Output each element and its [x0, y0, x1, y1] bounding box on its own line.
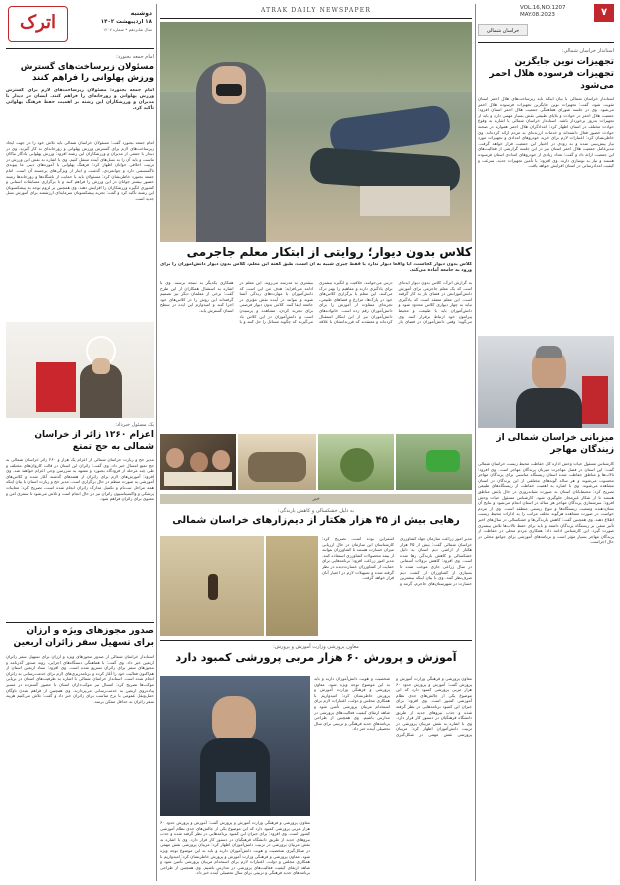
education-story-headline: آموزش و پرورش ۶۰ هزار مربی پرورشی کمبود دارد: [175, 651, 457, 664]
student-head: [212, 450, 230, 470]
notebook: [360, 186, 450, 216]
students-reading-photo: [160, 434, 236, 490]
divider: [478, 42, 614, 43]
issue-day: دوشنبه: [130, 10, 152, 17]
student-head: [190, 452, 208, 472]
garden-photo: [318, 434, 394, 490]
green-watering-can: [426, 450, 460, 472]
dry-field-photo: [160, 536, 264, 636]
grey-hair: [536, 346, 562, 358]
left-story-2-headline: اعزام ۱۲۶۰ زائر از خراسان شمالی به حج تمتع: [34, 430, 154, 452]
left-story-1-headline: مسئولان زیرساخت‌های گسترش ورزش پهلوانی را فراهم کنند: [20, 62, 154, 83]
drought-story: [160, 508, 472, 527]
divider: [6, 622, 154, 623]
right-story-1-kicker: استاندار خراسان شمالی:: [561, 48, 614, 54]
red-panel: [36, 362, 76, 412]
students-group: [248, 452, 306, 482]
drought-story-body: مدیر امور زراعت سازمان جهاد کشاورزی خراسان شمالی گفت: بیش از ۴۵ هزار هکتار از اراضی دیم استان به دلیل خشکسالی و کاهش بارندگی رها شده است. وی افزود: کاهش نزولات آسمانی در سال زراعی جاری موجب شده تا بسیاری از کشاورزان از کشت دیم صرف‌نظر کنند. وی با بیان اینکه بیشترین خسارت در شهرستان‌های جاجرم، گرمه و اسفراین بوده است، تصریح کرد: کارشناسان این سازمان در حال ارزیابی میزان خسارت هستند تا کشاورزان بتوانند از بیمه محصولات کشاورزی استفاده کنند. مدیر امور زراعت افزود: برنامه‌هایی برای حمایت از کشاورزان خسارت‌دیده در نظر گرفته شده و تسهیلات لازم در اختیار آنان قرار خواهد گرفت.: [322, 536, 472, 586]
issue-date: ۱۸ اردیبهشت ۱۴۰۲: [100, 19, 152, 25]
logo-text: اترک: [19, 12, 57, 33]
left-story-1-kicker: امام جمعه بجنورد:: [116, 54, 154, 60]
issue-line: سال شانزدهم • شماره ۱۲۰۷: [103, 27, 152, 32]
speaker-face: [212, 696, 256, 744]
lead-story-lead: کلاس بدون دیوار کجاست، آیا واقعاً دیوار ندارد یا فقط چیزی شبیه به آن است، طبق گفته این معلم، کلاس بدون دیوار دانش‌آموزان را برای ورود به جامعه آماده می‌کند.: [160, 262, 472, 273]
dry-field-photo-2: [266, 536, 318, 636]
page-header: [478, 4, 614, 44]
drought-story-headline: رهایی بیش از ۴۵ هزار هکتار از دیم‌زارهای خراسان شمالی: [172, 515, 460, 526]
lead-photo-class: [160, 22, 472, 242]
left-story-2-kicker: یک مسئول خبرداد:: [115, 422, 154, 428]
plant: [340, 448, 374, 482]
face-mask: [216, 84, 242, 96]
divider: [6, 48, 154, 49]
red-crescent-banner: [582, 376, 608, 424]
left-story-2-body: مدیر حج و زیارت خراسان شمالی از اعزام یک هزار و ۲۶۰ زائر خراسان شمالی به حج تمتع امسال خبر داد. وی گفت: زائران این استان در قالب کاروان‌های مختلف و طی چند مرحله از فرودگاه بجنورد و مشهد به سرزمین وحی اعزام خواهند شد. وی افزود: آموزش‌های لازم برای زائران از هفته‌های گذشته آغاز شده و کلاس‌های آموزشی به صورت منظم در حال برگزاری است. مدیر حج و زیارت استان با بیان اینکه همه مراحل ثبت‌نام و تکمیل مدارک زائران انجام شده است، تصریح کرد: معاینات پزشکی و واکسیناسیون زائران نیز در حال انجام است و تلاش می‌شود تا سفری امن و معنوی برای زائران فراهم شود.: [6, 457, 154, 502]
right-story-2-body: کارشناس مسئول حیات وحش اداره کل حفاظت محیط زیست خراسان شمالی گفت: این استان در فصل مهاجرت میزبان پرندگان مهاجر است. وی افزود: تالاب‌ها و مناطق حفاظت شده استان زیستگاه مناسبی برای پرندگان مهاجر محسوب می‌شوند و هر ساله گونه‌های مختلفی از این پرندگان در استان مشاهده می‌شوند. وی با اشاره به اهمیت حفاظت از زیستگاه‌های طبیعی تصریح کرد: محیط‌بانان استان به صورت شبانه‌روزی در حال پایش مناطق هستند تا از شکار غیرمجاز جلوگیری شود. کارشناس مسئول حیات وحش افزود: سرشماری پرندگان مهاجر هر ساله در استان انجام می‌شود و نتایج آن نشان‌دهنده وضعیت زیستگاه‌ها و تنوع زیستی منطقه است. وی از مردم خواست در صورت مشاهده هرگونه تخلف مراتب را به ادارات محیط زیست اطلاع دهند. وی همچنین گفت: کاهش بارندگی‌ها و خشکسالی در سال‌های اخیر تأثیر منفی بر زیستگاه پرندگان داشته و باید برای حفظ تالاب‌ها تلاش بیشتری صورت گیرد. این کارشناس ادامه داد: همکاری مردم محلی در حفاظت از پرندگان مهاجر بسیار مؤثر است و برنامه‌های آموزشی برای جوامع محلی در حال اجراست.: [478, 461, 614, 545]
speaker-photo: [160, 676, 310, 816]
education-story-body: معاون پرورشی و فرهنگی وزارت آموزش و پرورش گفت: آموزش و پرورش حدود ۶۰ هزار مربی پرورشی کمبود دارد که این موضوع یکی از چالش‌های جدی نظام آموزشی کشور است. وی افزود: برای جبران این کمبود برنامه‌هایی در نظر گرفته شده و جذب نیروهای جدید از طریق دانشگاه فرهنگیان در دستور کار قرار دارد. وی با اشاره به نقش مربیان پرورشی در تربیت دانش‌آموزان اظهار کرد: مربیان پرورشی نقش مهمی در شکل‌گیری شخصیت و هویت دانش‌آموزان دارند و باید به این موضوع توجه ویژه شود. معاون پرورشی و فرهنگی وزارت آموزش و پرورش خاطرنشان کرد: امیدواریم با همکاری مجلس و دولت، اعتبارات لازم برای استخدام مربیان پرورشی تأمین شود و شاهد ارتقای کیفیت فعالیت‌های پرورشی در مدارس باشیم. وی همچنین از طراحی برنامه‌های جدید فرهنگی و تربیتی برای سال تحصیلی آینده خبر داد.: [314, 676, 472, 737]
divider: [160, 18, 472, 19]
left-story-1: [6, 54, 154, 340]
left-story-3-headline: صدور مجوزهای ویژه و ارزان برای تسهیل سفر زائران اربعین: [13, 626, 154, 648]
lead-story: [160, 244, 472, 274]
books: [164, 472, 232, 486]
paper-name-bar: [160, 4, 472, 18]
governor-photo: [478, 336, 614, 428]
volume: VOL.16,NO.1207: [520, 5, 566, 11]
section-tab: خراسان شمالی: [478, 24, 528, 36]
drought-story-kicker: به دلیل خشکسالی و کاهش بارندگی:: [278, 508, 354, 514]
right-story-2-headline: میزبانی خراسان شمالی از زیندگان مهاجر: [496, 433, 614, 455]
suit: [516, 388, 582, 428]
logo: [8, 6, 68, 42]
left-story-3: [6, 626, 154, 878]
label-bar: [160, 494, 472, 504]
divider: [160, 640, 472, 641]
paper-name: ATRAK DAILY NEWSPAPER: [260, 7, 372, 14]
lead-story-body: به گزارش اترک، کلاس بدون دیوار ایده‌ای است که یک معلم جاجرمی برای آموزش دانش‌آموزانش در فضای باز به کار گرفته است. این معلم معتقد است که یادگیری نباید به چهار دیواری کلاس محدود شود و دانش‌آموزان باید با طبیعت و محیط پیرامون خود ارتباط برقرار کنند. وی می‌گوید: وقتی دانش‌آموزان در فضای باز درس می‌خوانند، خلاقیت و انگیزه بیشتری برای یادگیری دارند و مفاهیم را بهتر درک می‌کنند. این معلم با برگزاری کلاس‌های خود در پارک‌ها، مزارع و فضاهای طبیعی، تجربه‌ای متفاوت از آموزش را برای دانش‌آموزان رقم زده است. خانواده‌های دانش‌آموزان نیز از این ابتکار استقبال کرده‌اند و معتقدند که فرزندانشان با علاقه بیشتری به مدرسه می‌روند. این معلم در ادامه می‌افزاید: هدف من این است که دانش‌آموزان با مهارت‌های زندگی آشنا شوند و بتوانند در آینده نقش مؤثری در جامعه ایفا کنند. کلاس بدون دیوار فرصتی برای تجربه کردن، مشاهده و پرسیدن است و دانش‌آموزان در این کلاس یاد می‌گیرند که چگونه مسائل را حل کنند و با همکاری یکدیگر به نتیجه برسند. وی با اشاره به استقبال همکاران از این طرح گفت: برخی از معلمان دیگر نیز تصمیم گرفته‌اند این روش را در کلاس‌های خود اجرا کنند و امیدوارم این ایده در سطح استان گسترش یابد.: [160, 280, 472, 325]
left-story-1-body: امام جمعه بجنورد گفت: مسئولان خراسان شمالی باید تلاش خود را در جهت ایجاد زیرساخت‌های لازم برای گسترش ورزش پهلوانی و زورخانه‌ای به کار گیرند. وی در دیدار با جمعی از مدیران و ورزشکاران این رشته افزود: ورزش پهلوانی یادگار نیاکان ماست و باید آن را به نسل‌های آینده منتقل کنیم. وی با اشاره به نقش این ورزش در تربیت اخلاقی جوانان اظهار کرد: فرهنگ پهلوانی با آموزه‌های دینی ما پیوندی ناگسستنی دارد و جوانمردی، گذشت و ایثار از ویژگی‌های برجسته آن است. امام جمعه بجنورد خاطرنشان کرد: مسئولان باید با حمایت از باشگاه‌ها و زورخانه‌ها زمینه حضور بیشتر جوانان در این ورزش را فراهم کنند و با برگزاری مسابقات استانی و کشوری انگیزه ورزشکاران را افزایش دهند. وی همچنین بر لزوم توجه به پیشکسوتان این رشته تأکید کرد و گفت: تجربه پیشکسوتان سرمایه‌ای ارزشمند برای آموزش نسل جدید است.: [6, 140, 154, 201]
right-story-1: [478, 48, 614, 346]
ad-label: خبر: [312, 496, 320, 502]
right-story-1-body: استاندار خراسان شمالی با بیان اینکه باید زیرساخت‌های هلال احمر استان تقویت شود، گفت: تجهیزات نوین جایگزین تجهیزات فرسوده هلال احمر می‌شود. وی در جلسه شورای هماهنگی جمعیت هلال احمر استان افزود: جمعیت هلال احمر در حوادث و بلایای طبیعی نقش بسیار مهمی دارد و باید از تجهیزات به‌روز برخوردار باشد. استاندار خراسان شمالی با اشاره به وقوع حوادث مختلف در استان اظهار کرد: امدادگران هلال احمر همواره در صحنه حوادث حضور فعال داشته‌اند و خدمات ارزنده‌ای به مردم ارائه کرده‌اند. وی خاطرنشان کرد: اعتبارات لازم برای خرید خودروهای امدادی و تجهیزات مورد نیاز پیش‌بینی شده و به زودی در اختیار این جمعیت قرار خواهد گرفت. مدیرعامل جمعیت هلال احمر استان نیز در این جلسه گزارشی از فعالیت‌های این جمعیت ارائه داد و گفت: تعداد زیادی از خودروهای امدادی استان فرسوده هستند و نیاز به نوسازی دارند. وی افزود: با تأمین تجهیزات جدید، سرعت و کیفیت امدادرسانی در استان افزایش خواهد یافت.: [478, 96, 614, 169]
right-story-2: [478, 432, 614, 876]
right-story-1-headline: تجهیزات نوین جایگزین تجهیزات فرسوده هلال احمر می‌شود: [489, 57, 614, 91]
face: [92, 358, 110, 374]
cleric-photo: [6, 322, 154, 418]
field-photo: [238, 434, 316, 490]
education-story: [160, 644, 472, 665]
column-divider: [156, 4, 157, 881]
watering-photo: [396, 434, 472, 490]
lead-story-headline: کلاس بدون دیوار؛ روایتی از ابتکار معلم جاجرمی: [186, 245, 472, 259]
student-head: [166, 448, 184, 468]
date-en: MAY.08.2023: [520, 12, 555, 18]
left-story-3-body: استاندار خراسان شمالی از صدور مجوزهای ویژه و ارزان برای تسهیل سفر زائران اربعین خبر داد. وی گفت: با هماهنگی دستگاه‌های اجرایی، روند صدور گذرنامه و مجوزهای سفر برای زائران تسریع شده است. وی افزود: ستاد اربعین استان از هم‌اکنون فعالیت خود را آغاز کرده و برنامه‌ریزی‌های لازم برای خدمت‌رسانی به زائران انجام شده است. استاندار خراسان شمالی با اشاره به ظرفیت‌های استان در برپایی موکب‌ها تصریح کرد: امسال نیز موکب‌داران استان با حضور گسترده در مسیر پیاده‌روی اربعین به خدمت‌رسانی می‌پردازند. وی همچنین از فراهم شدن ناوگان حمل‌ونقل عمومی با نرخ مناسب برای زائران خبر داد و گفت: تلاش می‌کنیم هزینه سفر زائران به حداقل ممکن برسد.: [6, 654, 154, 704]
education-story-body-cont: معاون پرورشی و فرهنگی وزارت آموزش و پرورش گفت: آموزش و پرورش حدود ۶۰ هزار مربی پرورشی کمبود دارد که این موضوع یکی از چالش‌های جدی نظام آموزشی کشور است. وی افزود: برای جبران این کمبود برنامه‌هایی در نظر گرفته شده و جذب نیروهای جدید از طریق دانشگاه فرهنگیان در دستور کار قرار دارد. وی با اشاره به نقش مربیان پرورشی در تربیت دانش‌آموزان اظهار کرد: مربیان پرورشی نقش مهمی در شکل‌گیری شخصیت و هویت دانش‌آموزان دارند و باید به این موضوع توجه ویژه شود. معاون پرورشی و فرهنگی وزارت آموزش و پرورش خاطرنشان کرد: امیدواریم با همکاری مجلس و دولت، اعتبارات لازم برای استخدام مربیان پرورشی تأمین شود و شاهد ارتقای کیفیت فعالیت‌های پرورشی در مدارس باشیم. وی همچنین از طراحی برنامه‌های جدید فرهنگی و تربیتی برای سال تحصیلی آینده خبر داد.: [160, 820, 310, 876]
education-story-kicker: معاون پرورشی وزارت آموزش و پرورش:: [273, 644, 359, 650]
microphones: [216, 772, 256, 802]
left-story-2: [6, 422, 154, 622]
page-number: ۷: [594, 4, 614, 22]
left-story-1-lead: امام جمعه بجنورد: مسئولان زیرساخت‌های لازم برای گسترش ورزش پهلوانی و زورخانه‌ای را فراهم کنند. ایشان در دیدار با مدیران و ورزشکاران این رشته بر اهمیت حفظ فرهنگ پهلوانی تأکید کرد.: [6, 88, 154, 111]
column-divider: [475, 4, 476, 881]
farmer-figure: [208, 574, 218, 600]
